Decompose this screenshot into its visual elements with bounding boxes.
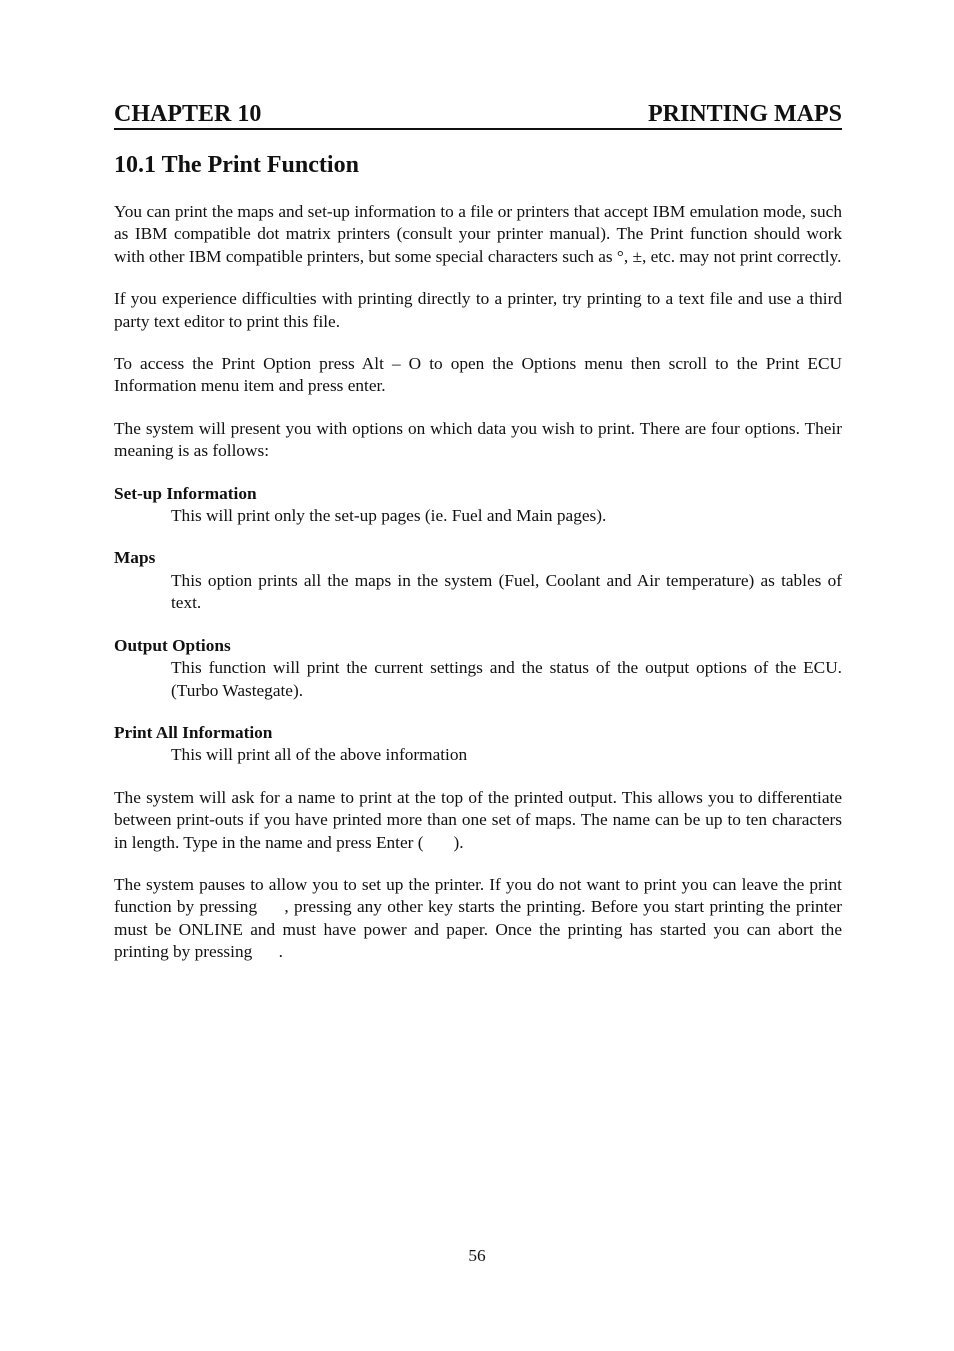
name-prompt-paragraph [114,787,842,854]
option-title: Output Options [114,635,231,655]
chapter-title: PRINTING MAPS [647,101,842,127]
option-maps [114,547,842,614]
name-prompt-end: ). [453,832,464,852]
option-description: This will print only the set-up pages (ie. Fuel and Main pages). [171,506,607,526]
difficulties-paragraph: If you experience difficulties with printing directly to a printer, try printing to a text file and use a third party text editor to print this file. [114,289,842,331]
option-description: This will print all of the above information [171,745,468,765]
section-title: 10.1 The Print Function [114,152,359,178]
options-intro-paragraph: The system will present you with options on which data you wish to print. There are four options. Their meaning is as follows: [114,418,842,461]
access-paragraph: To access the Print Option press Alt – O to open the Options menu then scroll to the Print ECU Information menu item and press enter. [114,354,842,396]
intro-paragraph: You can print the maps and set-up information to a file or printers that accept IBM emulation mode, such as IBM compatible dot matrix printers (consult your printer manual). The Print function should work with other IBM compatible printers, but some special characters such as °, ±, etc. may not print correctly. [114,202,842,266]
option-title: Print All Information [114,722,273,742]
option-setup [114,483,842,528]
option-title: Maps [114,548,156,568]
chapter-number: CHAPTER 10 [114,101,262,127]
document-page [114,100,842,964]
option-title: Set-up Information [114,483,257,503]
name-prompt-text: The system will ask for a name to print at the top of the printed output. This allows you to differentiate between print-outs if you have printed more than one set of maps. The name can be up to ten characters in length. Type in the name and press Enter ( [114,787,842,852]
option-description: This function will print the current settings and the status of the output options of the ECU. (Turbo Wastegate). [171,658,842,700]
pause-text: The system pauses to allow you to set up the printer. If you do not want to print you can leave the print function by pressing [114,874,842,917]
pause-text-end: . [278,942,283,962]
option-print-all [114,722,842,767]
pause-paragraph [114,874,842,964]
page-number: 56 [468,1246,486,1265]
chapter-header [114,100,842,130]
option-output [114,635,842,702]
pause-text-cont: , pressing any other key starts the printing. Before you start printing the printer must be ONLINE and must have power and paper. Once the printing has started you can abort the printing by pressing [114,897,842,962]
option-description: This option prints all the maps in the system (Fuel, Coolant and Air temperature) as tables of text. [171,570,842,613]
